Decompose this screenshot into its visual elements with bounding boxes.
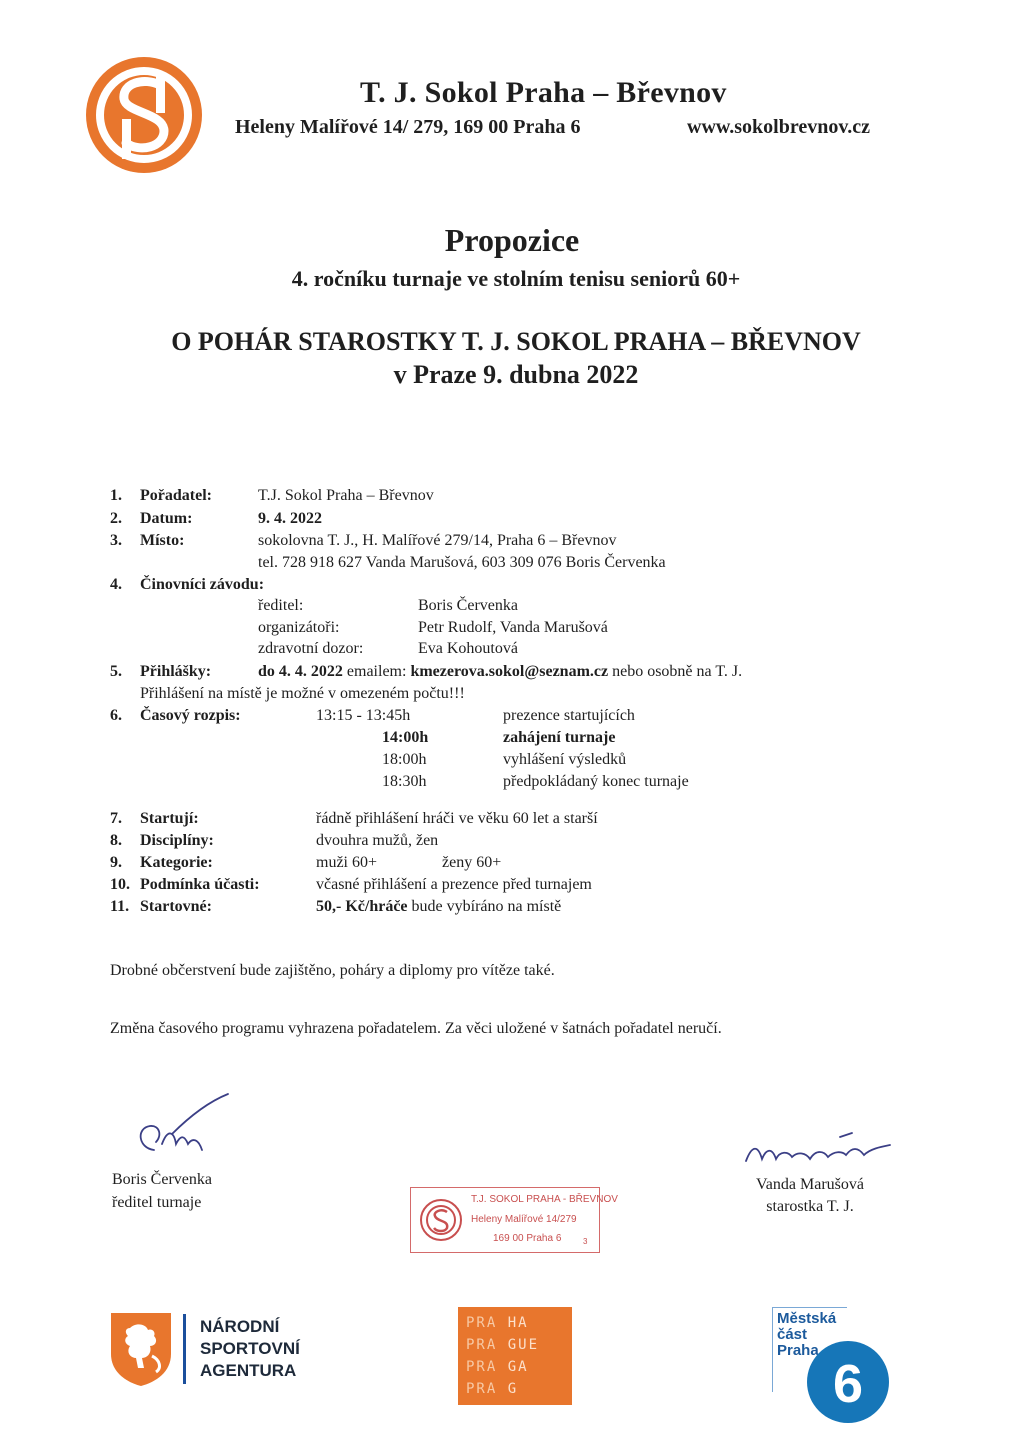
schedule-event: zahájení turnaje xyxy=(503,729,616,746)
registration-deadline: do 4. 4. 2022 xyxy=(258,663,343,680)
stamp-line-1: T.J. SOKOL PRAHA - BŘEVNOV xyxy=(471,1194,618,1205)
organization-name: T. J. Sokol Praha – Břevnov xyxy=(360,76,727,109)
document-subtitle: 4. ročníku turnaje ve stolním tenisu seniorů 60+ xyxy=(291,266,741,291)
stamp-logo-icon xyxy=(419,1198,463,1242)
item-number: 4. xyxy=(110,576,122,593)
item-number: 10. xyxy=(110,876,130,893)
organization-address: Heleny Malířové 14/ 279, 169 00 Praha 6 xyxy=(235,116,581,138)
registration-email-link[interactable]: kmezerova.sokol@seznam.cz xyxy=(410,663,609,680)
item-value: dvouhra mužů, žen xyxy=(316,832,439,849)
item-label: Disciplíny: xyxy=(140,832,214,849)
item-label: Podmínka účasti: xyxy=(140,876,260,893)
item-label: Startovné: xyxy=(140,898,212,915)
czech-lion-icon xyxy=(108,1310,174,1388)
official-name: Petr Rudolf, Vanda Marušová xyxy=(418,619,608,636)
item-number: 9. xyxy=(110,854,122,871)
tournament-heading: O POHÁR STAROSTKY T. J. SOKOL PRAHA – BŘEVNOV xyxy=(171,327,861,356)
stamp-line-3: 169 00 Praha 6 xyxy=(493,1233,562,1244)
item-label: Přihlášky: xyxy=(140,663,212,680)
mc6-circle-icon xyxy=(806,1340,890,1424)
nsa-divider xyxy=(183,1314,186,1384)
note-schedule-changes: Změna časového programu vyhrazena pořadatelem. Za věci uložené v šatnách pořadatel neručí. xyxy=(110,1020,722,1037)
item-label: Časový rozpis: xyxy=(140,707,241,724)
official-name: Eva Kohoutová xyxy=(418,640,518,657)
stamp-line-2: Heleny Malířové 14/279 xyxy=(471,1214,577,1225)
schedule-time: 18:00h xyxy=(382,751,427,768)
category-men: muži 60+ xyxy=(316,854,378,871)
official-name: Boris Červenka xyxy=(418,597,518,614)
right-signature-icon xyxy=(740,1125,900,1175)
registration-by-email: emailem: xyxy=(346,663,407,680)
sokol-logo-icon xyxy=(84,55,204,175)
nsa-line-2: SPORTOVNÍ xyxy=(200,1339,300,1358)
item-value: 9. 4. 2022 xyxy=(258,510,322,527)
item-label: Činovníci závodu: xyxy=(140,576,265,593)
nsa-line-1: NÁRODNÍ xyxy=(200,1317,280,1336)
schedule-time: 18:30h xyxy=(382,773,427,790)
mc6-line-1: Městská xyxy=(777,1310,837,1327)
official-role: organizátoři: xyxy=(258,619,340,636)
right-signer-role: starostka T. J. xyxy=(766,1198,854,1215)
club-stamp xyxy=(410,1187,618,1253)
item-label: Startují: xyxy=(140,810,199,827)
fee-amount: 50,- Kč/hráče xyxy=(316,898,408,915)
item-label: Místo: xyxy=(140,532,185,549)
item-value: řádně přihlášení hráči ve věku 60 let a starší xyxy=(316,810,598,827)
item-label: Datum: xyxy=(140,510,193,527)
fee-note: bude vybíráno na místě xyxy=(411,898,562,915)
item-number: 8. xyxy=(110,832,122,849)
left-signer-role: ředitel turnaje xyxy=(112,1194,202,1211)
item-number: 5. xyxy=(110,663,122,680)
item-number: 1. xyxy=(110,487,122,504)
stamp-mark: 3 xyxy=(583,1237,588,1246)
left-signer-name: Boris Červenka xyxy=(112,1171,212,1188)
item-number: 11. xyxy=(110,898,130,915)
document-title: Propozice xyxy=(444,222,580,258)
note-refreshments: Drobné občerstvení bude zajištěno, poháry a diplomy pro vítěze také. xyxy=(110,962,555,979)
mc6-line-3: Praha xyxy=(777,1342,819,1359)
schedule-time: 13:15 - 13:45h xyxy=(316,707,411,724)
praha-line-4: PRA G xyxy=(466,1381,519,1397)
schedule-time: 14:00h xyxy=(382,729,429,746)
official-role: ředitel: xyxy=(258,597,304,614)
schedule-event: vyhlášení výsledků xyxy=(503,751,627,768)
registration-tail: nebo osobně na T. J. xyxy=(612,663,743,680)
nsa-line-3: AGENTURA xyxy=(200,1361,297,1380)
praha-logo xyxy=(458,1307,572,1405)
item-number: 7. xyxy=(110,810,122,827)
praha-line-2: PRA GUE xyxy=(466,1337,540,1353)
schedule-event: předpokládaný konec turnaje xyxy=(503,773,689,790)
item-number: 6. xyxy=(110,707,122,724)
official-role: zdravotní dozor: xyxy=(258,640,364,657)
item-label: Pořadatel: xyxy=(140,487,212,504)
item-value: sokolovna T. J., H. Malířové 279/14, Praha 6 – Břevnov xyxy=(258,532,617,549)
category-women: ženy 60+ xyxy=(442,854,502,871)
item-value-contact: tel. 728 918 627 Vanda Marušová, 603 309 076 Boris Červenka xyxy=(258,554,666,571)
tournament-date-heading: v Praze 9. dubna 2022 xyxy=(393,360,639,389)
mc6-number: 6 xyxy=(832,1354,864,1414)
praha-line-3: PRA GA xyxy=(466,1359,529,1375)
item-number: 2. xyxy=(110,510,122,527)
nsa-logo-text xyxy=(200,1316,300,1382)
right-signer-name: Vanda Marušová xyxy=(756,1176,864,1193)
praha-line-1: PRA HA xyxy=(466,1315,529,1331)
item-value: včasné přihlášení a prezence před turnajem xyxy=(316,876,592,893)
item-label: Kategorie: xyxy=(140,854,213,871)
item-number: 3. xyxy=(110,532,122,549)
item-value: T.J. Sokol Praha – Břevnov xyxy=(258,487,434,504)
registration-onsite-note: Přihlášení na místě je možné v omezeném počtu!!! xyxy=(140,685,465,702)
organization-website: www.sokolbrevnov.cz xyxy=(687,116,870,138)
left-signature-icon xyxy=(118,1092,238,1172)
schedule-event: prezence startujících xyxy=(503,707,635,724)
mc6-line-2: část xyxy=(777,1326,808,1343)
